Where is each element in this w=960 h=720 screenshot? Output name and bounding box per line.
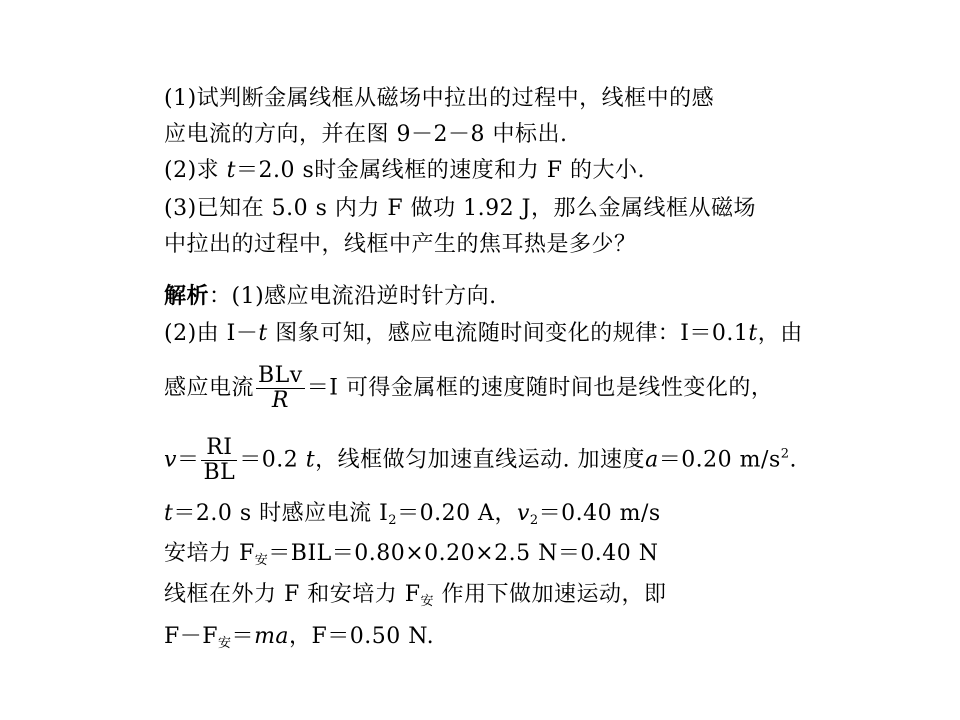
fraction-blv-over-r: [256, 364, 305, 413]
variable-t: t: [164, 501, 174, 526]
solution-text: (2)由 I－: [164, 321, 259, 346]
superscript: 2: [780, 446, 790, 462]
solution-text: ，线框做匀加速直线运动. 加速度: [315, 447, 646, 473]
question-text: ＝2.0 s时金属线框的速度和力 F 的大小.: [236, 158, 646, 183]
solution-line-5: [164, 499, 661, 536]
solution-line-7: [164, 580, 667, 617]
solution-text: .: [789, 447, 798, 473]
solution-text: ，由: [757, 321, 803, 346]
solution-text: F－F: [164, 624, 219, 649]
variable-ma: ma: [254, 624, 290, 649]
solution-text: ＝: [231, 624, 255, 649]
fraction-numerator: BLv: [258, 363, 303, 388]
question-3-line-1: [164, 194, 756, 224]
solution-line-6: [164, 539, 659, 576]
solution-text: ＝0.2: [239, 447, 306, 473]
equals-sign: ＝: [176, 447, 200, 473]
solution-text: ＝0.20 A，: [397, 501, 517, 526]
question-text: (2)求: [164, 158, 227, 183]
question-3-line-2: [164, 230, 637, 260]
variable-t: t: [748, 321, 758, 346]
solution-text: ＝BIL＝0.80×0.20×2.5 N＝0.40 N: [268, 541, 659, 566]
variable-a: a: [645, 447, 659, 473]
subscript: 安: [218, 636, 232, 651]
solution-text: 感应电流: [164, 375, 255, 401]
question-text: (1)试判断金属线框从磁场中拉出的过程中，线框中的感: [164, 86, 715, 111]
variable-v: v: [164, 447, 177, 473]
solution-line-3: [164, 364, 773, 413]
variable-v: v: [516, 501, 530, 526]
solution-text: 图象可知，感应电流随时间变化的规律：I＝0.1: [267, 321, 749, 346]
solution-line-1: [164, 281, 497, 312]
solution-text: 线框在外力 F 和安培力 F: [164, 582, 421, 607]
question-1-line-1: [164, 84, 714, 114]
solution-text: ：(1)感应电流沿逆时针方向.: [209, 284, 497, 309]
solution-text: ＝0.40 m/s: [538, 501, 661, 526]
variable-t: t: [305, 447, 316, 473]
question-1-line-2: [164, 120, 567, 150]
solution-text: ＝I 可得金属框的速度随时间也是线性变化的，: [306, 375, 774, 401]
solution-label: 解析: [164, 283, 210, 309]
variable-t: t: [258, 321, 268, 346]
question-text: 中拉出的过程中，线框中产生的焦耳热是多少？: [164, 232, 637, 257]
fraction-numerator: RI: [201, 436, 237, 461]
solution-line-2: [164, 319, 803, 349]
solution-line-8: [164, 622, 434, 659]
solution-text: ，F＝0.50 N.: [289, 624, 435, 649]
solution-line-4: [164, 436, 797, 485]
solution-text: ＝2.0 s 时感应电流 I: [173, 501, 389, 526]
question-2: [164, 156, 645, 186]
subscript: 2: [529, 513, 539, 528]
fraction-denominator: R: [271, 388, 289, 413]
subscript: 安: [254, 553, 269, 568]
fraction-ri-over-bl: [201, 436, 237, 485]
question-text: 应电流的方向，并在图 9－2－8 中标出.: [164, 122, 568, 147]
solution-text: 安培力 F: [164, 541, 255, 566]
solution-text: 作用下做加速运动，即: [434, 582, 667, 607]
subscript: 2: [388, 513, 398, 528]
subscript: 安: [420, 594, 435, 609]
question-text: (3)已知在 5.0 s 内力 F 做功 1.92 J，那么金属线框从磁场: [164, 196, 756, 221]
variable-t: t: [226, 158, 237, 183]
solution-text: ＝0.20 m/s: [658, 447, 781, 473]
fraction-denominator: BL: [203, 460, 236, 485]
